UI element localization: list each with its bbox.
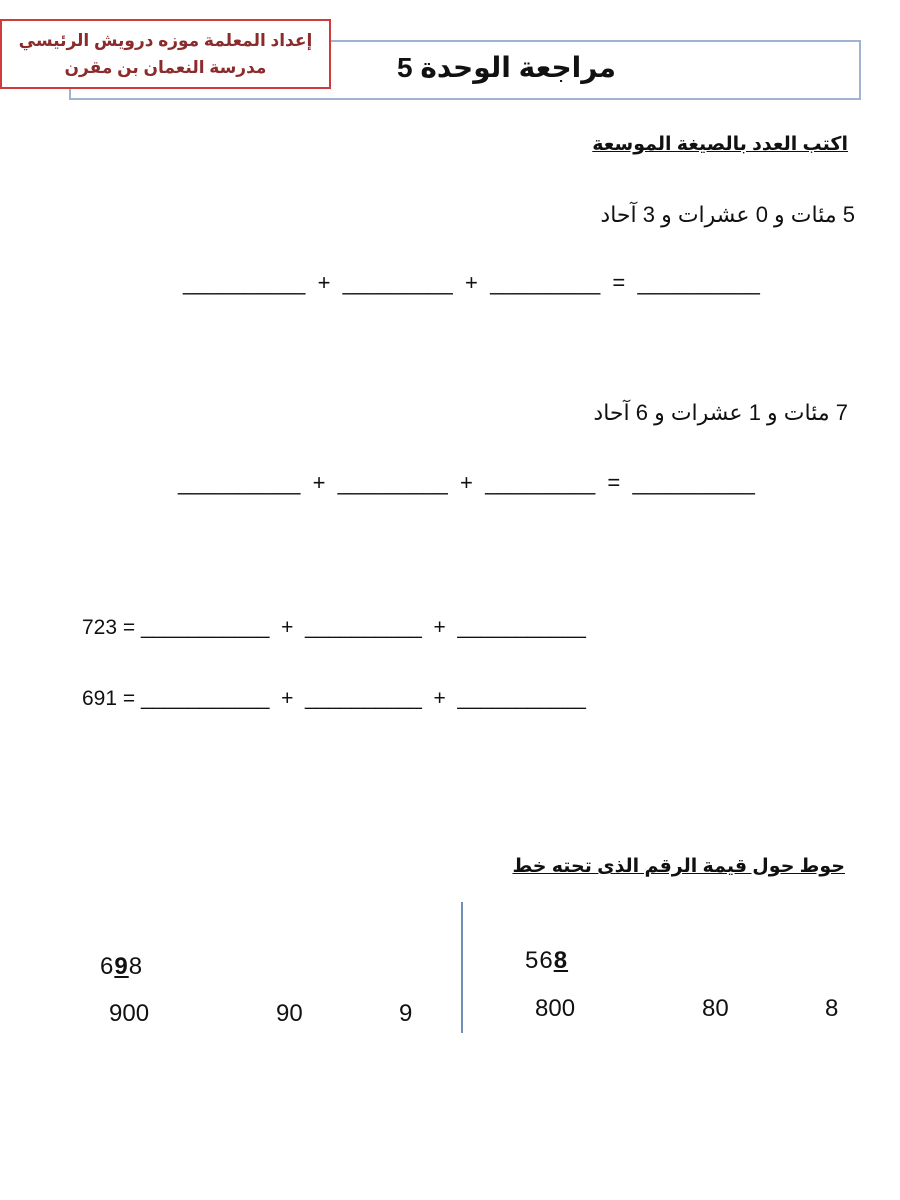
author-box (0, 19, 331, 89)
equation-691[interactable]: 691 = ___________ + __________ + ___________ (82, 687, 586, 710)
author-name: إعداد المعلمة موزه درويش الرئيسي (18, 31, 313, 50)
option-800[interactable]: 800 (535, 995, 576, 1022)
section-heading-expanded-form: اكتب العدد بالصيغة الموسعة (592, 134, 848, 155)
section-heading-circle-value: حوط حول قيمة الرقم الذى تحته خط (512, 856, 845, 877)
equation-723[interactable]: 723 = ___________ + __________ + ___________ (82, 616, 586, 639)
item1-blanks[interactable]: __________ + _________ + _________ = __________ (183, 270, 760, 295)
page-title: مراجعة الوحدة 5 (396, 52, 616, 83)
option-8[interactable]: 8 (825, 995, 839, 1022)
item2-blanks[interactable]: __________ + _________ + _________ = __________ (178, 470, 755, 495)
option-80[interactable]: 80 (702, 995, 729, 1022)
option-90[interactable]: 90 (276, 1000, 303, 1027)
underlined-digit: 9 (114, 953, 129, 980)
number-568: 568 (525, 947, 569, 974)
school-name: مدرسة النعمان بن مقرن (64, 58, 267, 77)
column-divider (461, 902, 463, 1033)
option-900[interactable]: 900 (109, 1000, 150, 1027)
item2-description: 7 مئات و 1 عشرات و 6 آحاد (593, 400, 848, 425)
option-9[interactable]: 9 (399, 1000, 413, 1027)
number-698: 698 (100, 953, 144, 980)
underlined-digit: 8 (553, 947, 569, 974)
item1-description: 5 مئات و 0 عشرات و 3 آحاد (600, 202, 855, 227)
